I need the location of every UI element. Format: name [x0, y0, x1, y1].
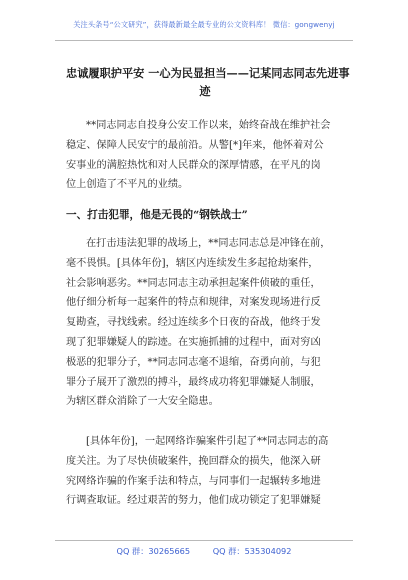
- paragraph-line: 复勘查，寻找线索。经过连续多个日夜的奋战，他终于发: [66, 317, 321, 329]
- document-title: [66, 64, 350, 100]
- paragraph-line: 罪分子展开了激烈的搏斗，最终成功将犯罪嫌疑人制服，: [66, 376, 321, 388]
- footer-qq-group-2: QQ 群：535304092: [212, 546, 292, 556]
- intro-paragraph: [66, 116, 344, 195]
- paragraph-line: 行调查取证。经过艰苦的努力，他们成功锁定了犯罪嫌疑: [66, 495, 321, 507]
- header-divider: [55, 40, 353, 41]
- section1-paragraph-1: [66, 234, 344, 412]
- paragraph-line: 毫不畏惧。[具体年份]，辖区内连续发生多起抢劫案件，: [66, 257, 319, 269]
- paragraph-line: 稳定、保障人民安宁的最前沿。从警[*]年来，他怀着对公: [66, 139, 324, 151]
- footer-qq-group-1: QQ 群：30265665: [116, 546, 191, 556]
- paragraph-line: 社会影响恶劣。**同志同志主动承担起案件侦破的重任，: [66, 277, 321, 289]
- paragraph-line: 度关注。为了尽快侦破案件，挽回群众的损失，他深入研: [66, 455, 321, 467]
- paragraph-line: 位上创造了不平凡的业绩。: [66, 179, 189, 191]
- paragraph-line: 现了犯罪嫌疑人的踪迹。在实施抓捕的过程中，面对穷凶: [66, 336, 321, 348]
- paragraph-line: 为辖区群众消除了一大安全隐患。: [66, 396, 219, 408]
- title-line-1: 忠诚履职护平安 一心为民显担当——记某同志同志先进事: [66, 66, 350, 80]
- header-banner: 关注头条号“公文研究”，获得最新最全最专业的公文资料库！ 微信：gongwenyj: [73, 20, 335, 29]
- footer-divider: [55, 540, 353, 541]
- paragraph-line: 他仔细分析每一起案件的特点和规律，对案发现场进行反: [66, 297, 321, 309]
- paragraph-line: [具体年份]，一起网络诈骗案件引起了**同志同志的高: [86, 436, 329, 447]
- footer: [0, 546, 408, 557]
- paragraph-line: 究网络诈骗的作案手法和特点，与同事们一起辗转多地进: [66, 475, 321, 487]
- paragraph-line: **同志同志自投身公安工作以来，始终奋战在维护社会: [86, 120, 331, 131]
- section1-paragraph-2: [66, 432, 344, 511]
- paragraph-line: 安事业的满腔热忱和对人民群众的深厚情感，在平凡的岗: [66, 159, 321, 171]
- paragraph-line: 在打击违法犯罪的战场上，**同志同志总是冲锋在前，: [86, 238, 331, 249]
- section-heading: 一、打击犯罪，他是无畏的“钢铁战士”: [66, 209, 248, 221]
- paragraph-line: 极恶的犯罪分子，**同志同志毫不退缩，奋勇向前，与犯: [66, 356, 321, 368]
- title-line-2: 迹: [199, 84, 211, 98]
